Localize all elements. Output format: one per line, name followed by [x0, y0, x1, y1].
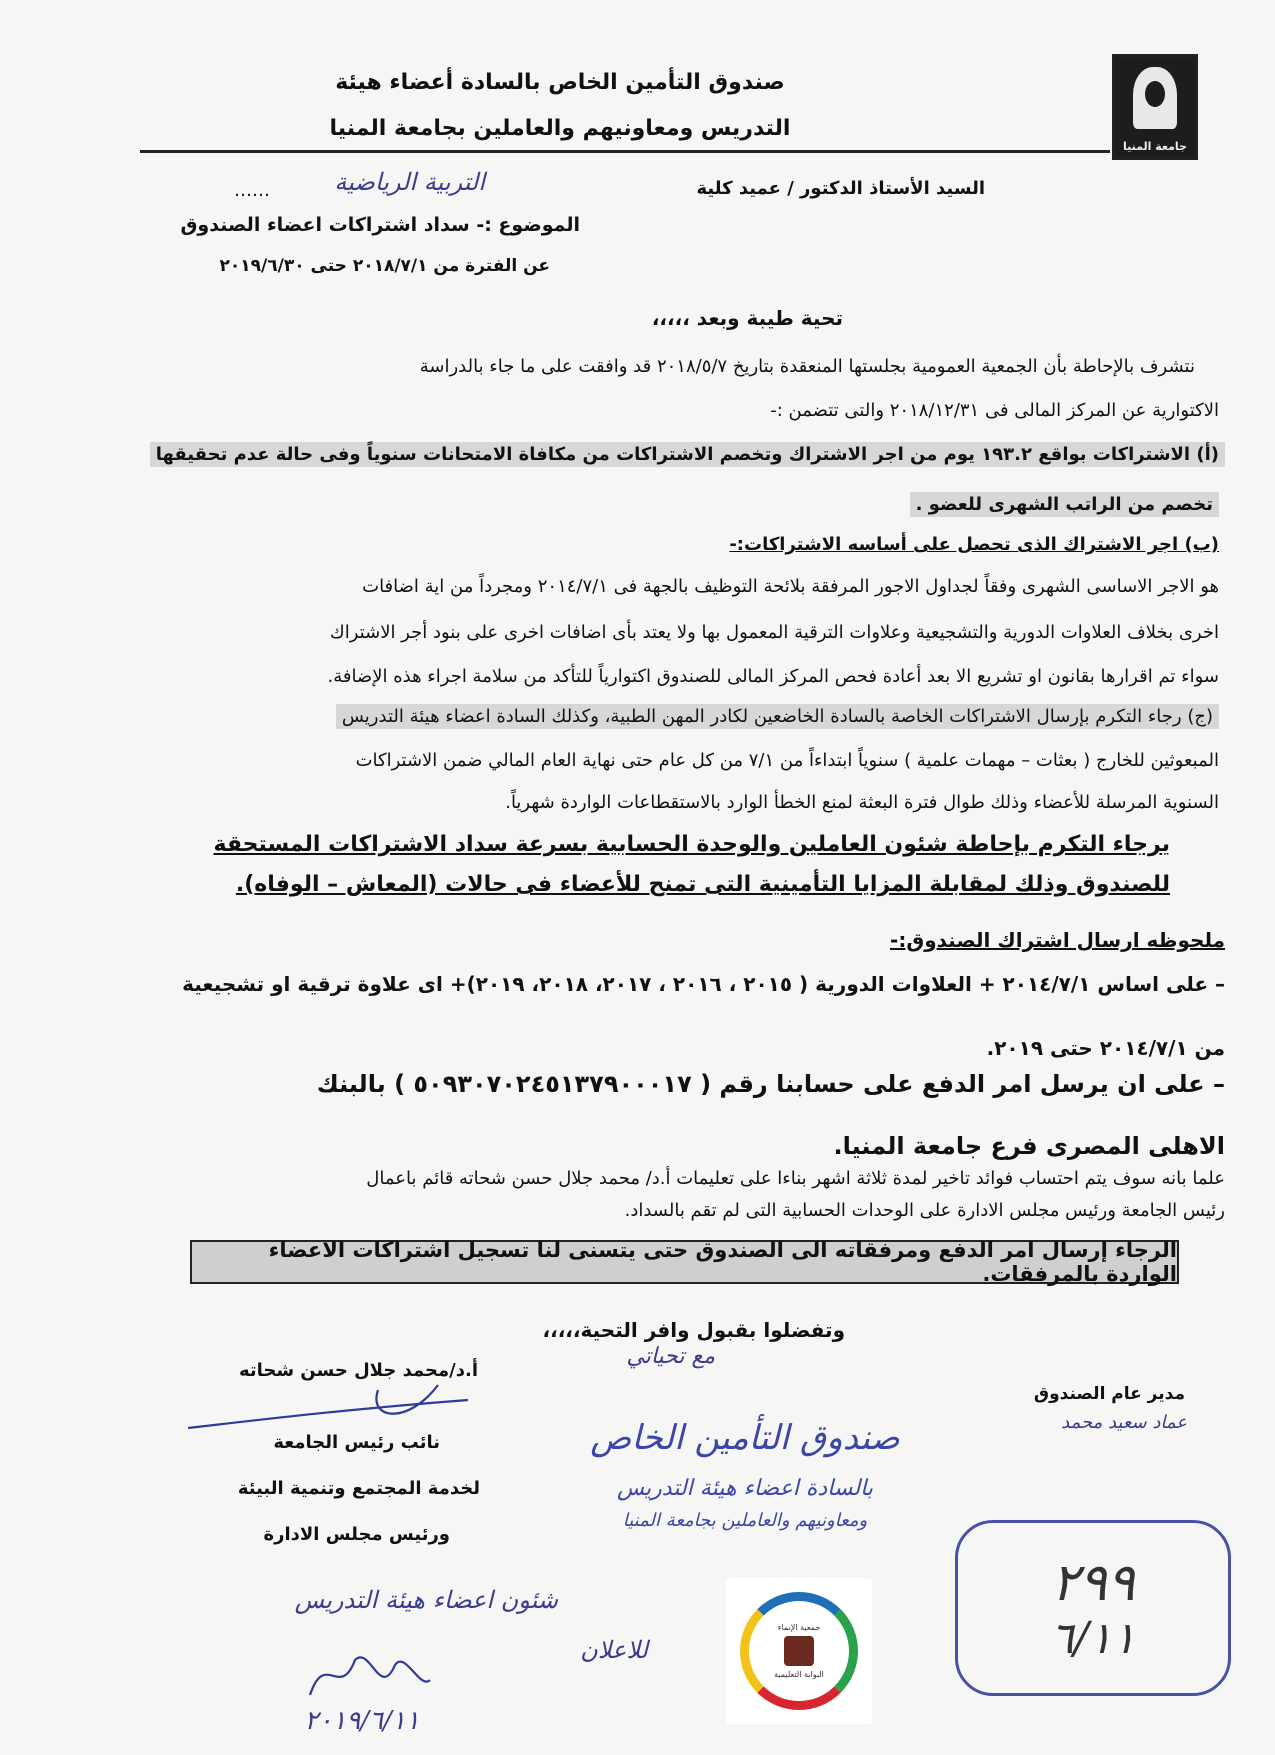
intro-line-1: نتشرف بالإحاطة بأن الجمعية العمومية بجلستها المنعقدة بتاريخ ٢٠١٨/٥/٧ قد وافقت على ما جاء بالدراسة [419, 356, 1195, 377]
watermark-bottom-text: البوابة التعليمية [774, 1670, 824, 1679]
header-line-1: صندوق التأمين الخاص بالسادة أعضاء هيئة [335, 70, 785, 95]
handwritten-department: شئون اعضاء هيئة التدريس [294, 1586, 558, 1614]
note-line-4: الاهلى المصرى فرع جامعة المنيا. [833, 1132, 1225, 1160]
subject-line-2: عن الفترة من ٢٠١٨/٧/١ حتى ٢٠١٩/٦/٣٠ [219, 256, 550, 276]
item-b-line-3: سواء تم اقرارها بقانون او تشريع الا بعد أعادة فحص المركز المالى للصندوق اكتوارياً للتأكد من سلامة اجراء هذه الإضافة. [327, 666, 1219, 687]
request-line-1: يرجاء التكرم بإحاطة شئون العاملين والوحدة الحسابية بسرعة سداد الاشتراكات المستحقة [213, 832, 1170, 857]
intro-line-2: الاكتوارية عن المركز المالى فى ٢٠١٨/١٢/٣١ والتى تتضمن :- [770, 400, 1219, 421]
logo-label: جامعة المنيا [1123, 140, 1187, 153]
signatory-title-3: ورئيس مجلس الادارة [263, 1524, 450, 1545]
request-line-2: للصندوق وذلك لمقابلة المزايا التأمينية التى تمنح للأعضاء فى حالات (المعاش – الوفاه). [235, 872, 1170, 897]
signatory-title-1: نائب رئيس الجامعة [273, 1432, 440, 1453]
item-c-line-3: السنوية المرسلة للأعضاء وذلك طوال فترة البعثة لمنع الخطأ الوارد بالاستقطاعات الواردة شهرياً. [505, 792, 1219, 813]
note-line-2: من ٢٠١٤/٧/١ حتى ٢٠١٩. [986, 1036, 1225, 1060]
watermark-logo [726, 1578, 872, 1724]
incoming-number: ٢٩٩ [1051, 1552, 1135, 1613]
incoming-date: ٦/١١ [1050, 1612, 1136, 1664]
handwritten-note: مع تحياتي [626, 1344, 715, 1369]
signatory-name: أ.د/محمد جلال حسن شحاته [238, 1360, 478, 1381]
interest-line-1: علما بانه سوف يتم احتساب فوائد تاخير لمدة ثلاثة اشهر بناءا على تعليمات أ.د/ محمد جلال حسن شحاته قائم باعمال [366, 1168, 1225, 1189]
handwritten-announce: للاعلان [580, 1636, 648, 1664]
addressee-dots: …… [234, 180, 270, 201]
greeting: تحية طيبة وبعد ،،،،، [651, 306, 843, 330]
watermark-ring-icon [740, 1592, 858, 1710]
incoming-date-stamp [955, 1520, 1231, 1696]
note-line-1: – على اساس ٢٠١٤/٧/١ + العلاوات الدورية ( ٢٠١٥ ، ٢٠١٦ ، ٢٠١٧، ٢٠١٨، ٢٠١٩)+ اى علاوة ترقية او تشجيعية [182, 972, 1225, 996]
fund-stamp-line-3: ومعاونيهم والعاملين بجامعة المنيا [622, 1510, 868, 1531]
boxed-request: الرجاء إرسال امر الدفع ومرفقاته الى الصندوق حتى يتسنى لنا تسجيل اشتراكات الاعضاء الواردة بالمرفقات. [190, 1240, 1179, 1284]
note-line-3: – على ان يرسل امر الدفع على حسابنا رقم ( ٥٠٩٣٠٧٠٢٤٥١٣٧٩٠٠٠١٧ ) بالبنك [316, 1070, 1225, 1098]
signatory-title-2: لخدمة المجتمع وتنمية البيئة [237, 1478, 480, 1499]
university-logo [1112, 54, 1198, 160]
closing: وتفضلوا بقبول وافر التحية،،،،، [542, 1318, 845, 1342]
signature-scribble [178, 1380, 478, 1440]
item-b-line-2: اخرى بخلاف العلاوات الدورية والتشجيعية وعلاوات الترقية المعمول بها ولا يعتد بأى اضافات اخرى على بنود أجر الاشتراك [329, 622, 1219, 643]
pharaoh-bust-icon [1133, 67, 1177, 129]
graduation-cap-icon [784, 1636, 814, 1666]
item-b-line-1: هو الاجر الاساسى الشهرى وفقاً لجداول الاجور المرفقة بلائحة التوظيف بالجهة فى ٢٠١٤/٧/١ ومجرداً من اية اضافات [362, 576, 1219, 597]
fund-stamp-line-1: صندوق التأمين الخاص [590, 1418, 900, 1458]
subject-line-1: الموضوع :- سداد اشتراكات اعضاء الصندوق [180, 214, 580, 236]
fund-stamp-line-2: بالسادة اعضاء هيئة التدريس [617, 1476, 873, 1501]
fund-manager-title: مدير عام الصندوق [1033, 1384, 1185, 1404]
header-line-2: التدريس ومعاونيهم والعاملين بجامعة المنيا [329, 116, 791, 141]
header-divider [140, 150, 1110, 153]
bottom-signature-scribble [300, 1640, 440, 1710]
item-c-line-2: المبعوثين للخارج ( بعثات – مهمات علمية ) سنوياً ابتداءاً من ٧/١ من كل عام حتى نهاية العام المالي ضمن الاشتراكات [355, 750, 1219, 771]
item-a-line-2: تخصم من الراتب الشهرى للعضو . [619, 494, 1219, 516]
note-title: ملحوظه ارسال اشتراك الصندوق:- [890, 928, 1225, 952]
fund-manager-signature: عماد سعيد محمد [1061, 1412, 1187, 1433]
handwritten-faculty: التربية الرياضية [334, 168, 485, 196]
interest-line-2: رئيس الجامعة ورئيس مجلس الادارة على الوحدات الحسابية التى لم تقم بالسداد. [624, 1200, 1225, 1221]
watermark-top-text: جمعية الإنماء [777, 1623, 821, 1632]
item-c-line-1: (ج) رجاء التكرم بإرسال الاشتراكات الخاصة بالسادة الخاضعين لكادر المهن الطبية، وكذلك السادة اعضاء هيئة التدريس [99, 706, 1219, 728]
item-a-line-1: (أ) الاشتراكات بواقع ١٩٣.٢ يوم من اجر الاشتراك وتخصم الاشتراكات من مكافاة الامتحانات سنوياً وفى حالة عدم تحقيقها [95, 444, 1225, 466]
handwritten-date: ٢٠١٩/٦/١١ [304, 1706, 420, 1736]
item-b-title: (ب) اجر الاشتراك الذى تحصل على أساسه الاشتراكات:- [729, 534, 1219, 555]
addressee-label: السيد الأستاذ الدكتور / عميد كلية [696, 178, 985, 199]
